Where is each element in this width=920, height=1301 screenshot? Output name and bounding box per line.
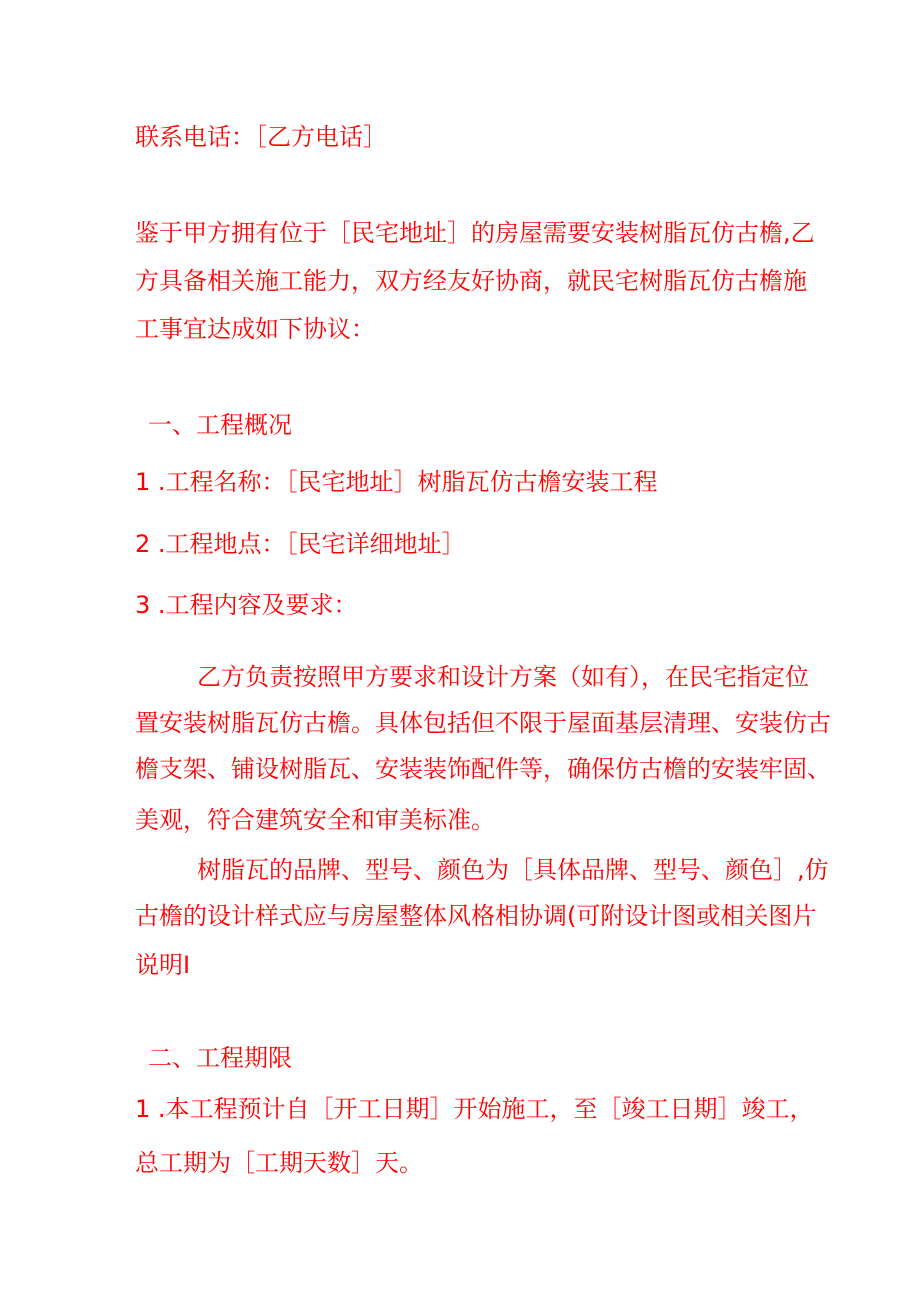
section-1-item-1: 1 .工程名称：［民宅地址］树脂瓦仿古檐安装工程 bbox=[135, 468, 658, 496]
content-para-1-line-1: 乙方负责按照甲方要求和设计方案（如有），在民宅指定位 bbox=[197, 663, 809, 691]
contact-phone-line: 联系电话：［乙方电话］ bbox=[135, 123, 387, 151]
section-1-heading: 一、工程概况 bbox=[148, 411, 292, 439]
content-para-1-line-2: 置安装树脂瓦仿古檐。具体包括但不限于屋面基层清理、安装仿古 bbox=[135, 709, 831, 737]
section-2-item-1-cont: 总工期为［工期天数］天。 bbox=[135, 1149, 423, 1177]
content-para-1-line-4: 美观，符合建筑安全和审美标准。 bbox=[135, 806, 495, 834]
content-para-1-line-3: 檐支架、铺设树脂瓦、安装装饰配件等，确保仿古檐的安装牢固、 bbox=[135, 755, 831, 783]
content-para-2-line-3: 说明I bbox=[135, 951, 191, 979]
preamble-line-2: 方具备相关施工能力，双方经友好协商，就民宅树脂瓦仿古檐施 bbox=[135, 267, 807, 295]
preamble-line-3: 工事宜达成如下协议： bbox=[135, 315, 375, 343]
content-para-2-line-2: 古檐的设计样式应与房屋整体风格相协调(可附设计图或相关图片 bbox=[135, 902, 817, 930]
section-1-item-2: 2 .工程地点：［民宅详细地址］ bbox=[135, 530, 466, 558]
section-1-item-3: 3 .工程内容及要求： bbox=[135, 591, 358, 619]
section-2-heading: 二、工程期限 bbox=[148, 1044, 292, 1072]
preamble-line-1: 鉴于甲方拥有位于［民宅地址］的房屋需要安装树脂瓦仿古檐,乙 bbox=[135, 219, 815, 247]
section-2-item-1: 1 .本工程预计自［开工日期］开始施工，至［竣工日期］竣工， bbox=[135, 1095, 814, 1123]
content-para-2-line-1: 树脂瓦的品牌、型号、颜色为［具体品牌、型号、颜色］,仿 bbox=[197, 856, 829, 884]
